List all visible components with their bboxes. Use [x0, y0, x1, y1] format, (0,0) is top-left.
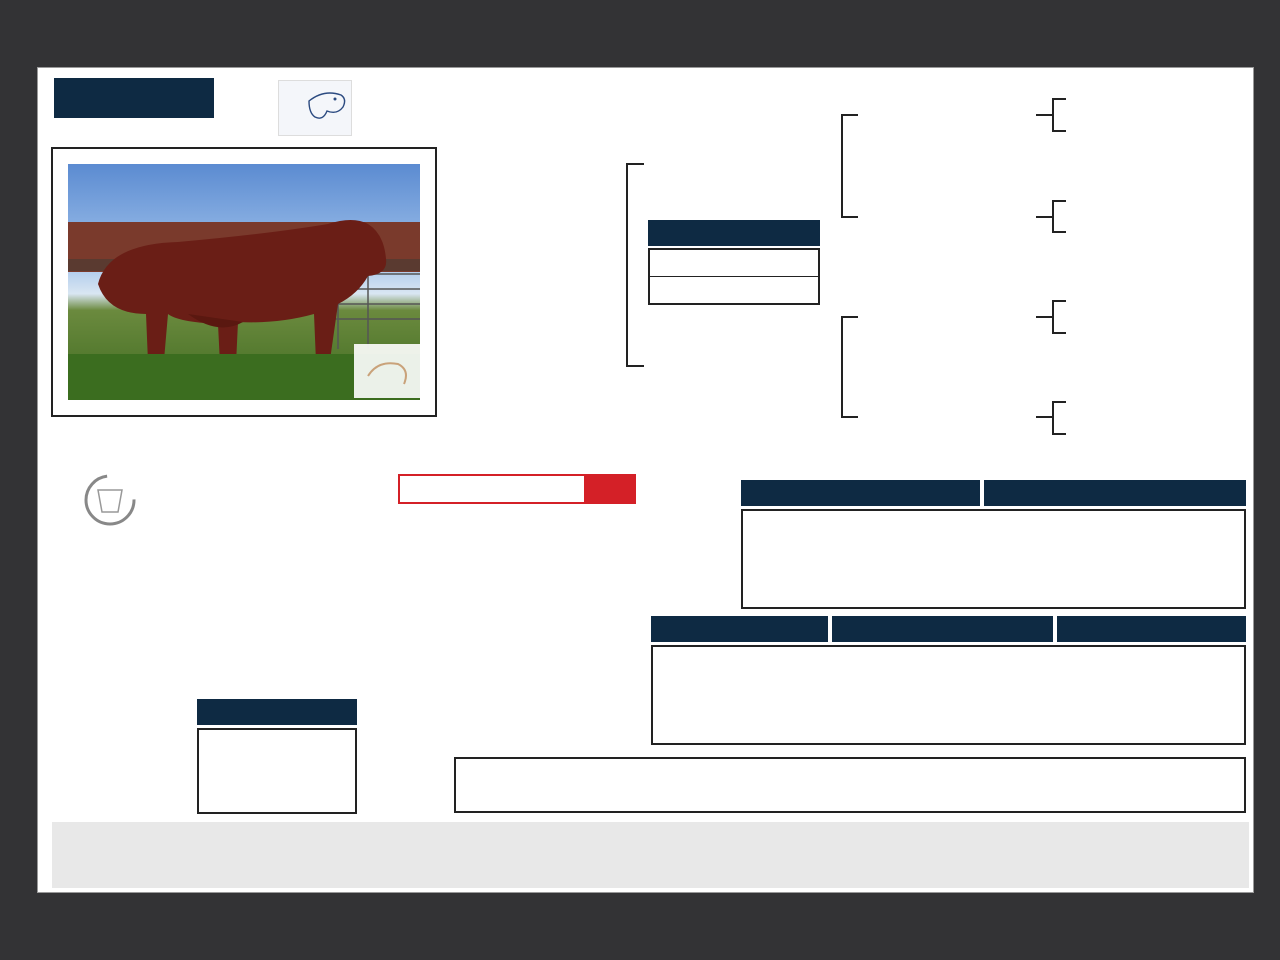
- ped-line-main-v: [626, 163, 628, 366]
- breeder-logo: [80, 470, 140, 530]
- section-karkas: [1057, 616, 1246, 642]
- ped-line-dd-top: [1052, 401, 1066, 403]
- tuli-logo: [278, 80, 352, 136]
- myostatin-header: [197, 699, 357, 725]
- ped-line-sd-v: [1052, 200, 1054, 232]
- ped-line-sd-top: [1052, 200, 1066, 202]
- lot-badge: [54, 78, 214, 118]
- ped-line-sd-h: [1036, 216, 1052, 218]
- ped-line-ds-h: [1036, 316, 1052, 318]
- parentage-row-genomics: [650, 277, 818, 303]
- ebv-top-table: [741, 509, 1246, 609]
- koeiwaarde-value: [584, 476, 634, 502]
- ped-line-main-top: [626, 163, 644, 165]
- ped-line-main-bot: [626, 365, 644, 367]
- section-vrug: [984, 480, 1246, 506]
- ped-line-ss-top: [1052, 98, 1066, 100]
- ped-line-dam-top: [841, 316, 858, 318]
- section-naspeen: [651, 616, 828, 642]
- ped-line-ss-v: [1052, 98, 1054, 131]
- weights-table: [454, 757, 1246, 813]
- remarks-panel: [52, 822, 1249, 888]
- animal-photo: [68, 164, 420, 400]
- ped-line-ss-bot: [1052, 130, 1066, 132]
- ped-line-sire-top: [841, 114, 858, 116]
- parentage-table: [648, 248, 820, 305]
- ped-line-ss-h: [1036, 114, 1052, 116]
- ped-line-ds-bot: [1052, 332, 1066, 334]
- ped-line-sire-bot: [841, 216, 858, 218]
- koeiwaarde-label: [400, 476, 584, 502]
- qr-code[interactable]: [50, 700, 165, 815]
- ped-line-dd-v: [1052, 401, 1054, 434]
- ped-line-dam-bot: [841, 416, 858, 418]
- ped-line-sd-bot: [1052, 231, 1066, 233]
- ped-line-dd-bot: [1052, 433, 1066, 435]
- section-raam: [832, 616, 1053, 642]
- parentage-row-dns: [650, 250, 818, 277]
- ebv-bottom-table: [651, 645, 1246, 745]
- ped-line-dam-v: [841, 316, 843, 417]
- koeiwaarde: [398, 474, 636, 504]
- lot-card: [37, 67, 1254, 893]
- ped-line-dd-h: [1036, 416, 1052, 418]
- myostatin-table: [197, 728, 357, 814]
- animal-photo-frame: [51, 147, 437, 417]
- logix-logo: [663, 474, 728, 612]
- parentage-header: [648, 220, 820, 246]
- section-kalf: [741, 480, 980, 506]
- ped-line-ds-top: [1052, 300, 1066, 302]
- ped-line-ds-v: [1052, 300, 1054, 333]
- ped-line-sire-v: [841, 114, 843, 217]
